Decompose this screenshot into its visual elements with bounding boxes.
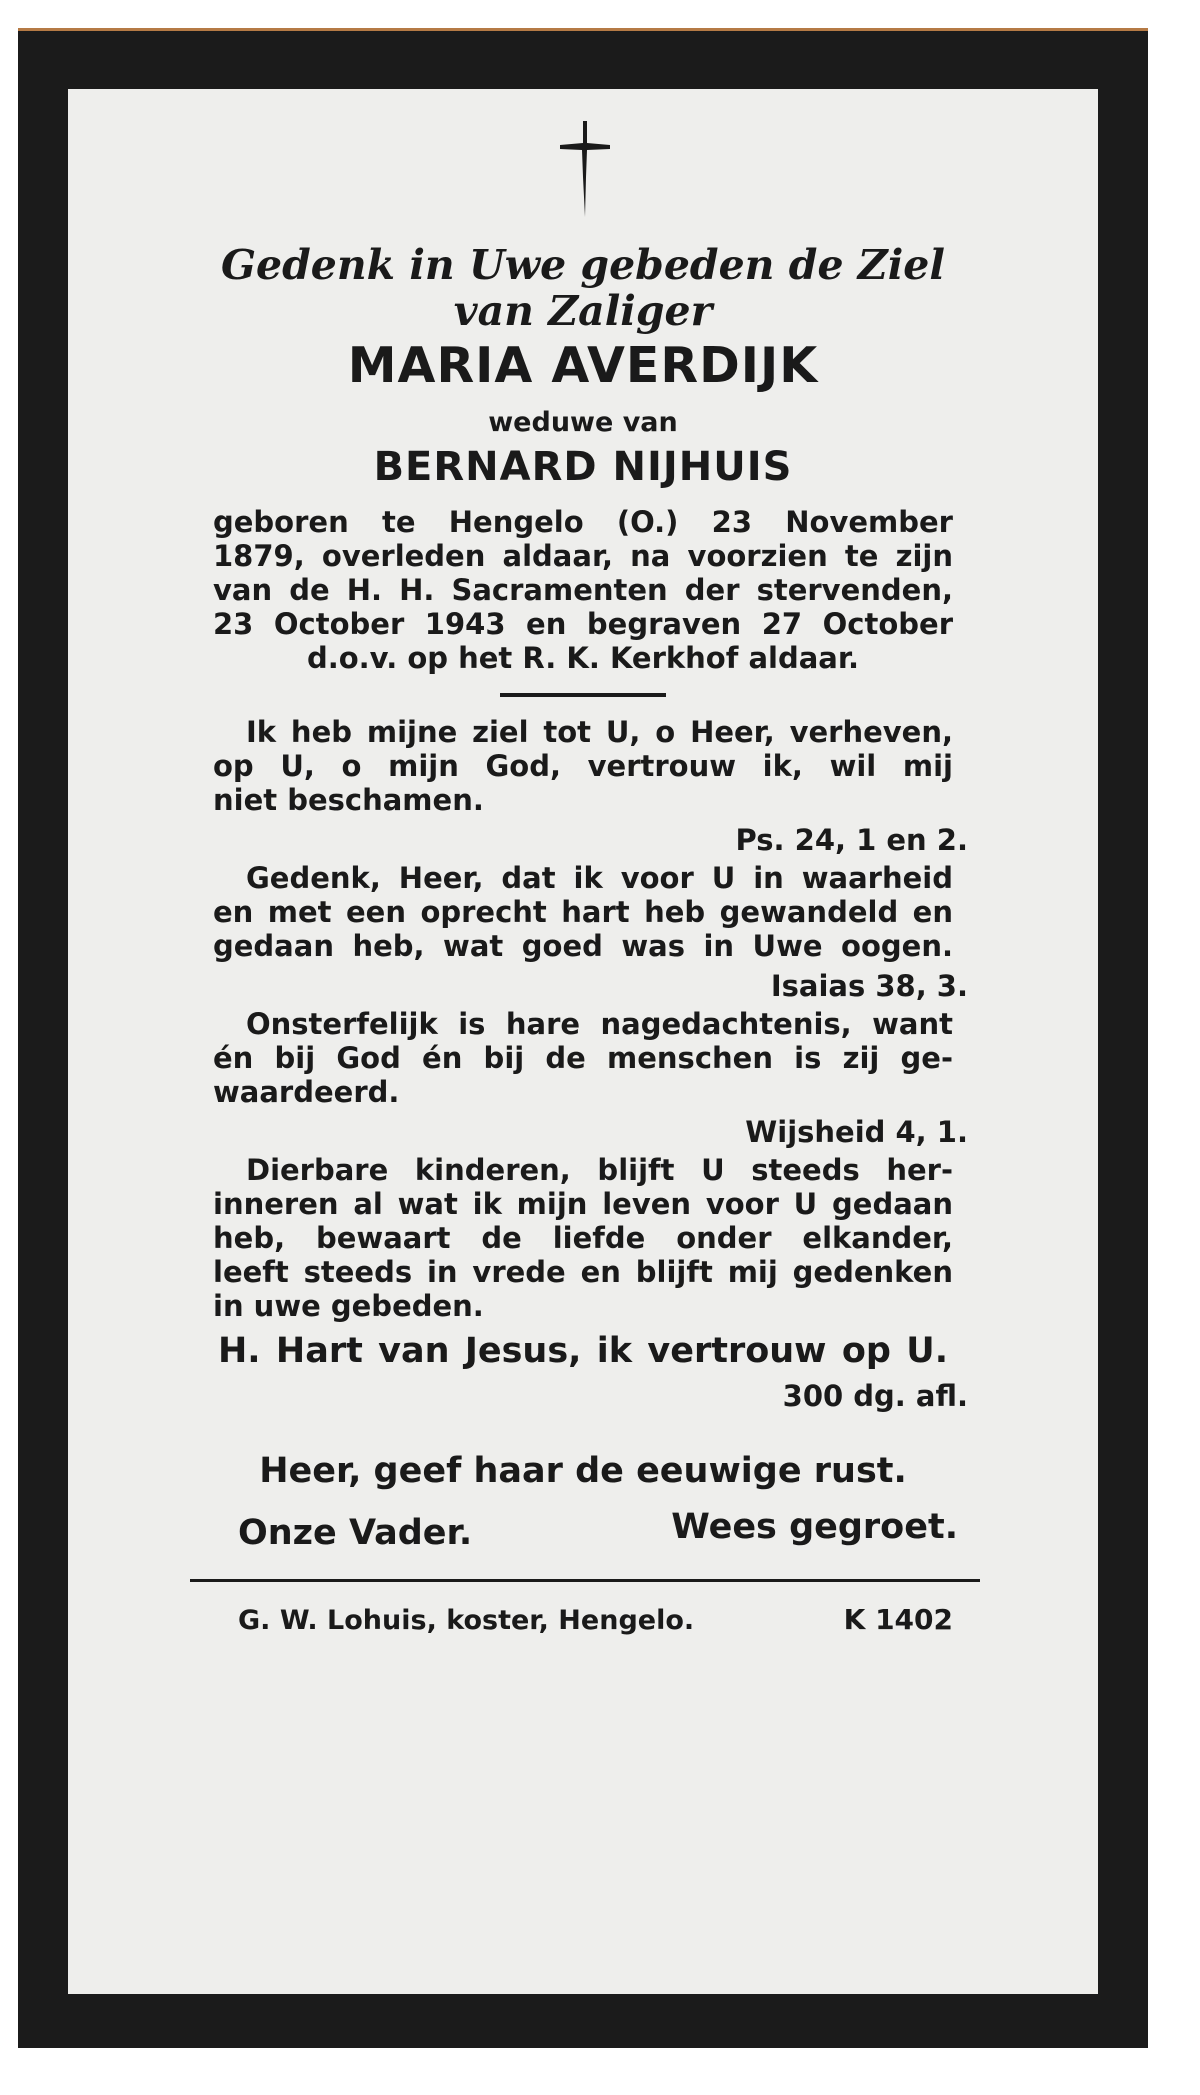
quote-line: én bij God én bij de menschen is zij ge- — [213, 1041, 953, 1075]
heading-line-1: Gedenk in Uwe gebeden de Ziel — [221, 241, 945, 289]
quote-line: Onsterfelijk is hare nagedachtenis, want — [246, 1007, 953, 1041]
bio-line: d.o.v. op het R. K. Kerkhof aldaar. — [306, 641, 860, 675]
deceased-name: MARIA AVERDIJK — [347, 337, 819, 394]
message-line: in uwe gebeden. — [213, 1289, 484, 1323]
quote-line: waardeerd. — [213, 1075, 400, 1109]
our-father: Onze Vader. — [238, 1513, 473, 1553]
message-line: heb, bewaart de liefde onder elkander, — [213, 1221, 953, 1255]
bio-line: geboren te Hengelo (O.) 23 November — [213, 505, 953, 539]
eternal-rest-line: Heer, geef haar de eeuwige rust. — [259, 1451, 907, 1491]
quote-line: Gedenk, Heer, dat ik voor U in waarheid — [246, 861, 953, 895]
printer-credit: G. W. Lohuis, koster, Hengelo. — [238, 1605, 695, 1636]
card-code: K 1402 — [843, 1603, 953, 1636]
quote-reference: Ps. 24, 1 en 2. — [735, 823, 968, 857]
quote-reference: Wijsheid 4, 1. — [745, 1115, 968, 1149]
quote-line: op U, o mijn God, vertrouw ik, wil mij — [213, 749, 953, 783]
heading-line-2: van Zaliger — [453, 287, 713, 335]
cross-icon — [550, 119, 620, 219]
quote-line: gedaan heb, wat goed was in Uwe oogen. — [213, 929, 953, 963]
hail-mary: Wees gegroet. — [671, 1507, 958, 1547]
divider — [500, 693, 666, 697]
prayer-line: H. Hart van Jesus, ik vertrouw op U. — [218, 1331, 948, 1371]
bio-line: 23 October 1943 en begraven 27 October — [213, 607, 953, 641]
memorial-card — [18, 28, 1148, 2048]
bio-line: 1879, overleden aldaar, na voorzien te zijn — [213, 539, 953, 573]
quote-reference: Isaias 38, 3. — [770, 969, 968, 1003]
card-face — [68, 89, 1098, 1994]
message-line: leeft steeds in vrede en blijft mij gedenken — [213, 1255, 953, 1289]
quote-line: en met een oprecht hart heb gewandeld en — [213, 895, 953, 929]
quote-line: Ik heb mijne ziel tot U, o Heer, verheven, — [246, 715, 953, 749]
widow-of-label: weduwe van — [488, 407, 678, 438]
indulgence: 300 dg. afl. — [782, 1379, 968, 1413]
bio-line: van de H. H. Sacramenten der stervenden, — [213, 573, 953, 607]
husband-name: BERNARD NIJHUIS — [373, 444, 793, 490]
message-line: inneren al wat ik mijn leven voor U gedaan — [213, 1187, 953, 1221]
message-line: Dierbare kinderen, blijft U steeds her- — [246, 1153, 953, 1187]
footer-divider — [190, 1579, 980, 1582]
quote-line: niet beschamen. — [213, 783, 484, 817]
